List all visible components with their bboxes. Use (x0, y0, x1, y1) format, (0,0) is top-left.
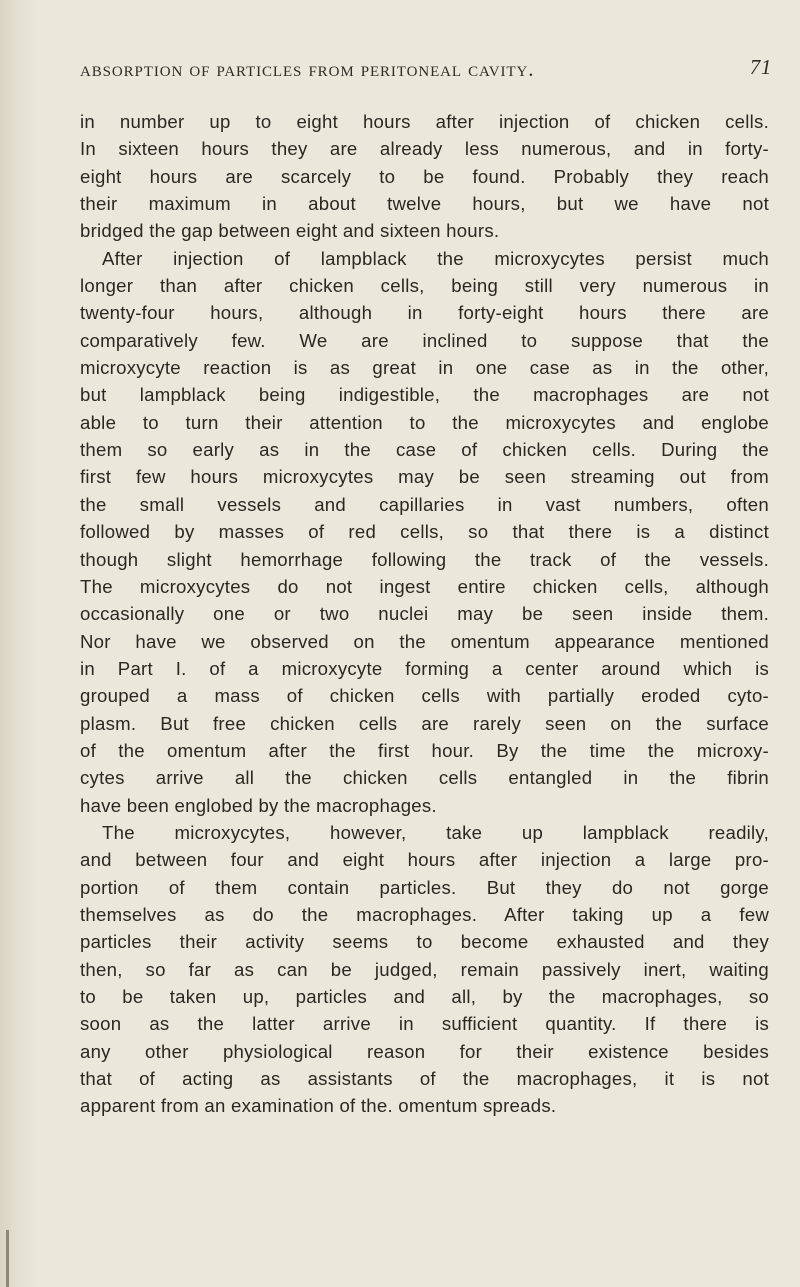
text-line: eight hours are scarcely to be found. Probably they reach (80, 165, 769, 187)
text-line: in Part I. of a microxycyte forming a center around which is (80, 657, 769, 679)
text-line: of the omentum after the first hour. By the time the microxy- (80, 739, 769, 761)
running-head (80, 57, 772, 83)
text-line: portion of them contain particles. But they do not gorge (80, 876, 769, 898)
text-line: first few hours microxycytes may be seen streaming out from (80, 466, 769, 488)
text-line: themselves as do the macrophages. After taking up a few (80, 903, 769, 925)
body-text (80, 108, 769, 1120)
text-line: occasionally one or two nuclei may be seen inside them. (80, 603, 769, 625)
text-line: their maximum in about twelve hours, but we have not (80, 193, 769, 215)
text-line: grouped a mass of chicken cells with partially eroded cyto- (80, 685, 769, 707)
running-title: absorption of particles from peritoneal cavity. (80, 57, 535, 81)
text-line: twenty-four hours, although in forty-eight hours there are (80, 302, 769, 324)
text-line: The microxycytes do not ingest entire chicken cells, although (80, 575, 769, 597)
text-line: that of acting as assistants of the macrophages, it is not (80, 1068, 769, 1090)
text-line: particles their activity seems to become exhausted and they (80, 931, 769, 953)
text-line: any other physiological reason for their existence besides (80, 1040, 769, 1062)
text-line: cytes arrive all the chicken cells entangled in the fibrin (80, 767, 769, 789)
text-line: soon as the latter arrive in sufficient quantity. If there is (80, 1013, 769, 1035)
page-edge-mark (6, 1230, 9, 1287)
text-line: bridged the gap between eight and sixteen hours. (80, 220, 500, 242)
text-line: comparatively few. We are inclined to suppose that the (80, 329, 769, 351)
text-line: After injection of lampblack the microxycytes persist much (102, 247, 769, 269)
text-line: though slight hemorrhage following the track of the vessels. (80, 548, 769, 570)
text-line: have been englobed by the macrophages. (80, 794, 437, 816)
text-line: The microxycytes, however, take up lampblack readily, (102, 821, 769, 843)
text-line: the small vessels and capillaries in vast numbers, often (80, 493, 769, 515)
page-gutter-shadow (0, 0, 38, 1287)
text-line: to be taken up, particles and all, by the macrophages, so (80, 986, 769, 1007)
page-number: 71 (749, 55, 772, 79)
text-line: and between four and eight hours after injection a large pro- (80, 849, 769, 871)
paragraph (80, 245, 769, 819)
text-line: plasm. But free chicken cells are rarely seen on the surface (80, 712, 769, 734)
text-line: In sixteen hours they are already less numerous, and in forty- (80, 138, 769, 160)
paragraph (80, 819, 769, 1120)
text-line: then, so far as can be judged, remain passively inert, waiting (80, 958, 769, 980)
text-line: in number up to eight hours after injection of chicken cells. (80, 111, 769, 132)
text-line: apparent from an examination of the. omentum spreads. (80, 1095, 557, 1117)
text-line: longer than after chicken cells, being still very numerous in (80, 275, 769, 297)
text-line: able to turn their attention to the microxycytes and englobe (80, 411, 769, 433)
text-line: microxycyte reaction is as great in one case as in the other, (80, 357, 769, 379)
paragraph (80, 108, 769, 245)
text-line: but lampblack being indigestible, the macrophages are not (80, 384, 769, 406)
text-line: them so early as in the case of chicken cells. During the (80, 439, 769, 461)
text-line: Nor have we observed on the omentum appearance mentioned (80, 630, 769, 652)
text-line: followed by masses of red cells, so that there is a distinct (80, 521, 769, 543)
